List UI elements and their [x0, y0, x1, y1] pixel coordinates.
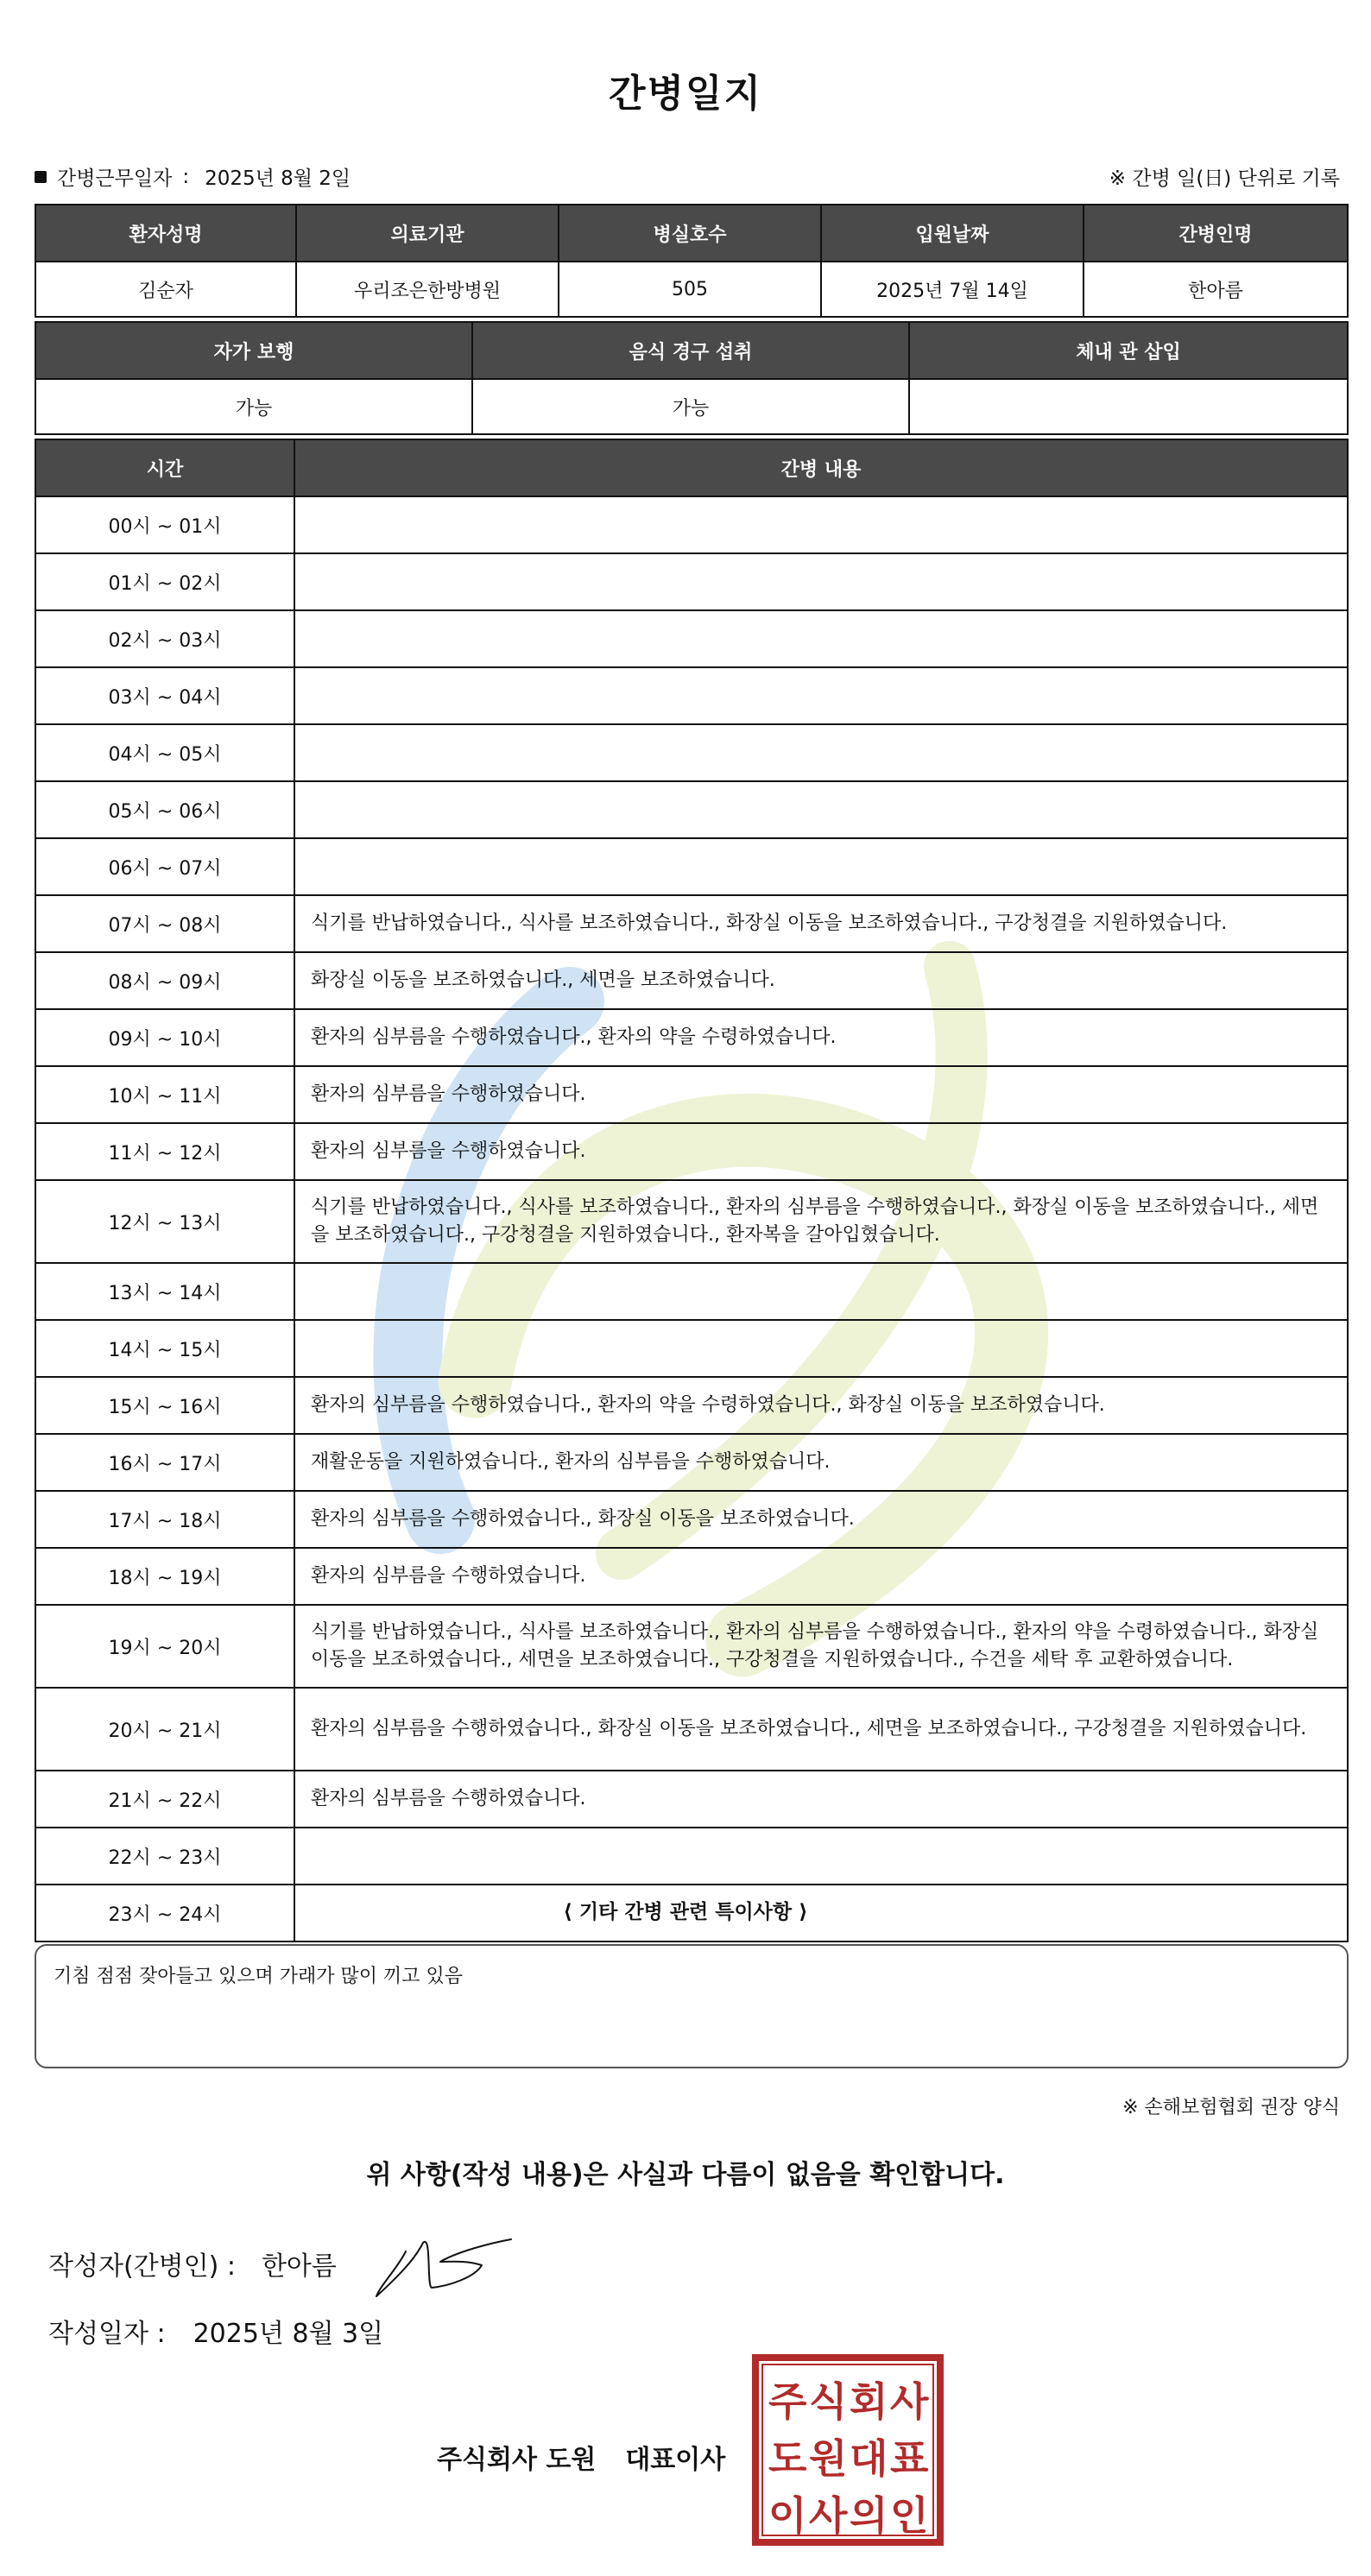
- log-content-cell: 환자의 심부름을 수행하였습니다., 환자의 약을 수령하였습니다., 화장실 이동을 보조하였습니다.: [294, 1376, 1349, 1435]
- company-name: 주식회사 도원: [437, 2445, 597, 2475]
- table-row: [35, 896, 1349, 953]
- remarks-title: ⟨ 기타 간병 관련 특이사항 ⟩: [563, 1901, 808, 1923]
- insurer-note: ※ 손해보험협회 권장 양식: [1122, 2097, 1340, 2118]
- table-row: [35, 1771, 1349, 1828]
- seal-character: 주: [768, 2378, 807, 2425]
- header-patient-name: 환자성명: [35, 204, 297, 262]
- log-content-cell: 환자의 심부름을 수행하였습니다.: [294, 1547, 1349, 1606]
- table-row: [35, 611, 1349, 668]
- work-date-value: 2025년 8월 2일: [205, 167, 351, 190]
- log-content-cell: 식기를 반납하였습니다., 식사를 보조하였습니다., 환자의 심부름을 수행하였습니다., 환자의 약을 수령하였습니다., 화장실 이동을 보조하였습니다., 세면을 보조하였습니다., 구강청결을 지원하였습니다., 수건을 세탁 후 교환하였습니다.: [294, 1604, 1349, 1689]
- log-content-cell: 환자의 심부름을 수행하였습니다.: [294, 1770, 1349, 1828]
- log-time-cell: 19시 ~ 20시: [35, 1604, 295, 1689]
- table-row: [35, 1885, 1349, 1942]
- log-content-cell: [294, 780, 1349, 839]
- log-time-cell: 12시 ~ 13시: [35, 1179, 295, 1264]
- bullet-square-icon: [35, 171, 47, 183]
- seal-character: 대: [850, 2435, 888, 2482]
- table-row: [35, 839, 1349, 896]
- patient-name: 김순자: [35, 261, 297, 318]
- oral-intake-value: 가능: [471, 378, 910, 435]
- table-row: [35, 1124, 1349, 1181]
- page-title: 간병일지: [608, 72, 762, 116]
- log-time-cell: 09시 ~ 10시: [35, 1008, 295, 1067]
- log-time-cell: 10시 ~ 11시: [35, 1065, 295, 1124]
- tube-insertion-value: [908, 378, 1349, 435]
- log-content-cell: [294, 496, 1349, 554]
- log-time-cell: 08시 ~ 09시: [35, 951, 295, 1010]
- seal-character: 식: [809, 2378, 848, 2425]
- log-content-cell: [294, 1884, 1349, 1942]
- seal-character: 이: [768, 2492, 807, 2539]
- seal-character: 사: [890, 2378, 929, 2425]
- log-time-cell: 03시 ~ 04시: [35, 666, 295, 725]
- table-row: [35, 554, 1349, 611]
- table-row: [35, 668, 1349, 725]
- table-row: [35, 497, 1349, 554]
- table-row: [35, 1067, 1349, 1124]
- self-walking-value: 가능: [35, 378, 473, 435]
- company-seal-stamp: [751, 2353, 945, 2547]
- log-time-cell: 16시 ~ 17시: [35, 1433, 295, 1492]
- table-row: [35, 953, 1349, 1010]
- work-date-sep: :: [182, 165, 190, 188]
- header-self-walking: 자가 보행: [35, 321, 473, 380]
- table-row: [35, 1549, 1349, 1606]
- log-content-cell: [294, 666, 1349, 725]
- log-content-cell: 화장실 이동을 보조하였습니다., 세면을 보조하였습니다.: [294, 951, 1349, 1010]
- table-row: [35, 1606, 1349, 1689]
- log-content-cell: [294, 1262, 1349, 1321]
- log-time-cell: 22시 ~ 23시: [35, 1827, 295, 1885]
- written-date-label: 작성일자 :: [48, 2319, 166, 2349]
- log-content-cell: 환자의 심부름을 수행하였습니다., 환자의 약을 수령하였습니다.: [294, 1008, 1349, 1067]
- caregiver-name: 한아름: [1083, 261, 1349, 318]
- author-line: [48, 2245, 337, 2282]
- seal-character: 인: [890, 2492, 929, 2539]
- log-time-cell: 17시 ~ 18시: [35, 1490, 295, 1549]
- log-time-cell: 15시 ~ 16시: [35, 1376, 295, 1435]
- company-role: 대표이사: [625, 2445, 726, 2475]
- log-time-cell: 21시 ~ 22시: [35, 1770, 295, 1828]
- seal-character: 사: [809, 2492, 848, 2539]
- log-content-cell: 환자의 심부름을 수행하였습니다., 화장실 이동을 보조하였습니다.: [294, 1490, 1349, 1549]
- header-hospital: 의료기관: [295, 204, 559, 262]
- handwritten-signature: [371, 2217, 518, 2303]
- patient-info-table: [35, 205, 1349, 318]
- log-content-cell: [294, 1319, 1349, 1378]
- header-care-content: 간병 내용: [294, 439, 1349, 497]
- log-time-cell: 14시 ~ 15시: [35, 1319, 295, 1378]
- header-time: 시간: [35, 439, 295, 497]
- daily-record-note: ※ 간병 일(日) 단위로 기록: [1109, 167, 1340, 190]
- work-date-label: 간병근무일자: [57, 167, 173, 190]
- table-row: [35, 1010, 1349, 1067]
- log-time-cell: 04시 ~ 05시: [35, 723, 295, 782]
- company-line: [437, 2438, 725, 2476]
- log-content-cell: [294, 552, 1349, 611]
- table-row: [35, 725, 1349, 782]
- log-content-cell: 식기를 반납하였습니다., 식사를 보조하였습니다., 화장실 이동을 보조하였습니다., 구강청결을 지원하였습니다.: [294, 894, 1349, 953]
- table-row: [35, 1689, 1349, 1771]
- log-time-cell: 05시 ~ 06시: [35, 780, 295, 839]
- log-content-cell: [294, 837, 1349, 896]
- table-row: [35, 1378, 1349, 1435]
- log-time-cell: 18시 ~ 19시: [35, 1547, 295, 1606]
- confirmation-statement: 위 사항(작성 내용)은 사실과 다름이 없음을 확인합니다.: [366, 2160, 1005, 2190]
- seal-character: 원: [809, 2435, 848, 2482]
- table-row: [35, 1321, 1349, 1378]
- log-content-cell: 재활운동을 지원하였습니다., 환자의 심부름을 수행하였습니다.: [294, 1433, 1349, 1492]
- header-admission-date: 입원날짜: [820, 204, 1084, 262]
- log-time-cell: 23시 ~ 24시: [35, 1884, 295, 1942]
- log-time-cell: 01시 ~ 02시: [35, 552, 295, 611]
- log-content-cell: 식기를 반납하였습니다., 식사를 보조하였습니다., 환자의 심부름을 수행하였습니다., 화장실 이동을 보조하였습니다., 세면을 보조하였습니다., 구강청결을 지원하였습니다., 환자복을 갈아입혔습니다.: [294, 1179, 1349, 1264]
- log-time-cell: 00시 ~ 01시: [35, 496, 295, 554]
- log-content-cell: [294, 723, 1349, 782]
- header-room: 병실호수: [558, 204, 822, 262]
- log-time-cell: 20시 ~ 21시: [35, 1687, 295, 1771]
- work-date: [35, 162, 351, 191]
- care-log-table: [35, 440, 1349, 1942]
- log-time-cell: 11시 ~ 12시: [35, 1122, 295, 1181]
- log-content-cell: [294, 1827, 1349, 1885]
- log-content-cell: 환자의 심부름을 수행하였습니다.: [294, 1122, 1349, 1181]
- hospital-name: 우리조은한방병원: [295, 261, 559, 318]
- author-label: 작성자(간병인) :: [48, 2251, 236, 2282]
- table-row: [35, 1435, 1349, 1492]
- header-caregiver: 간병인명: [1083, 204, 1349, 262]
- log-content-cell: 환자의 심부름을 수행하였습니다., 화장실 이동을 보조하였습니다., 세면을 보조하였습니다., 구강청결을 지원하였습니다.: [294, 1687, 1349, 1771]
- seal-character: 의: [850, 2492, 888, 2539]
- patient-status-table: [35, 323, 1349, 435]
- log-content-cell: 환자의 심부름을 수행하였습니다.: [294, 1065, 1349, 1124]
- log-time-cell: 06시 ~ 07시: [35, 837, 295, 896]
- log-time-cell: 07시 ~ 08시: [35, 894, 295, 953]
- header-tube-insertion: 체내 관 삽입: [908, 321, 1349, 380]
- table-row: [35, 1264, 1349, 1321]
- seal-character: 도: [768, 2435, 807, 2482]
- written-date: 2025년 8월 3일: [193, 2319, 384, 2349]
- log-time-cell: 13시 ~ 14시: [35, 1262, 295, 1321]
- seal-character: 표: [890, 2435, 929, 2482]
- author-name: 한아름: [261, 2251, 337, 2282]
- care-log-rows: [35, 497, 1349, 1942]
- table-row: [35, 782, 1349, 839]
- table-row: [35, 1181, 1349, 1264]
- header-oral-intake: 음식 경구 섭취: [471, 321, 910, 380]
- remarks-box: 기침 점점 잦아들고 있으며 가래가 많이 끼고 있음: [35, 1944, 1349, 2068]
- table-row: [35, 1492, 1349, 1549]
- room-number: 505: [558, 261, 822, 318]
- written-date-line: [48, 2312, 383, 2350]
- log-content-cell: [294, 609, 1349, 668]
- admission-date: 2025년 7월 14일: [820, 261, 1084, 318]
- log-time-cell: 02시 ~ 03시: [35, 609, 295, 668]
- seal-character: 회: [850, 2378, 888, 2425]
- table-row: [35, 1828, 1349, 1885]
